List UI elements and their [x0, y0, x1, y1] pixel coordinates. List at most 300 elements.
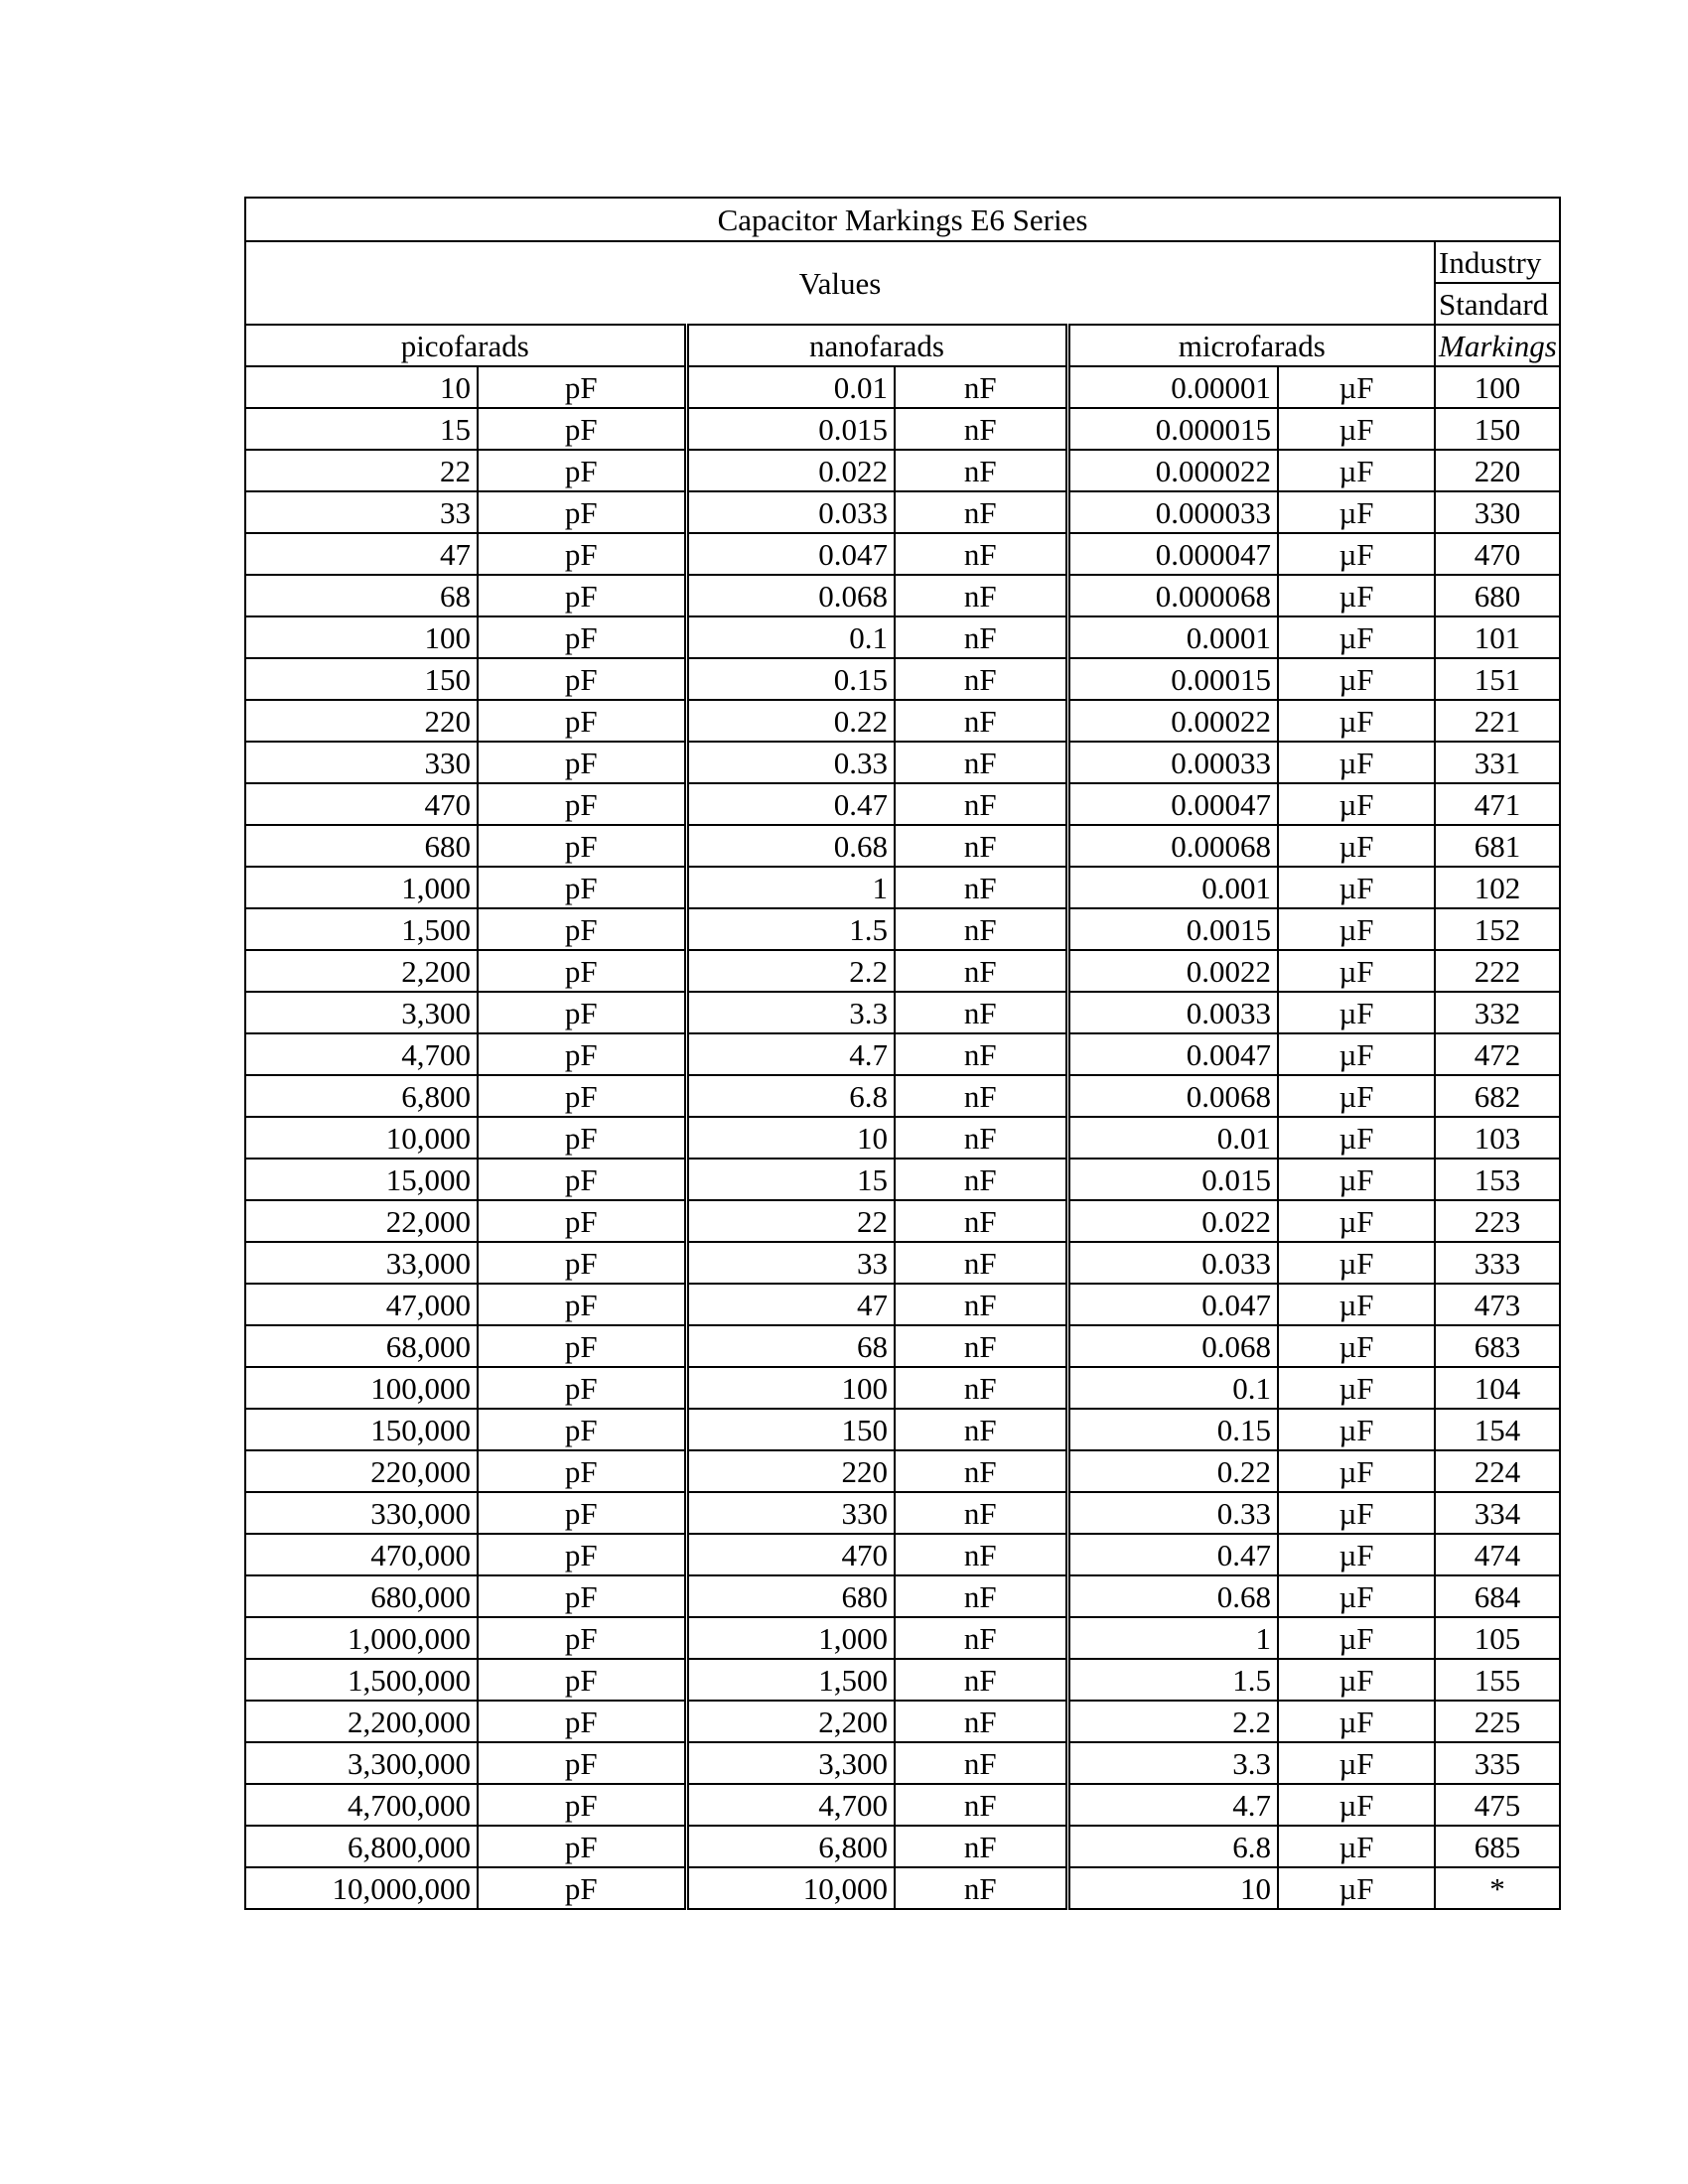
microfarad-unit: µF	[1278, 450, 1435, 491]
picofarad-value: 680,000	[245, 1575, 478, 1617]
nanofarad-unit: nF	[895, 1492, 1067, 1534]
microfarad-value: 0.0047	[1067, 1033, 1278, 1075]
table-row	[245, 1284, 1560, 1325]
nanofarad-value: 100	[686, 1367, 895, 1409]
microfarad-value: 0.0068	[1067, 1075, 1278, 1117]
capacitor-markings-table	[244, 197, 1561, 1910]
nanofarad-unit: nF	[895, 908, 1067, 950]
picofarad-unit: pF	[478, 1701, 686, 1742]
nanofarad-unit: nF	[895, 1575, 1067, 1617]
nanofarad-value: 0.033	[686, 491, 895, 533]
picofarad-value: 4,700	[245, 1033, 478, 1075]
nanofarad-unit: nF	[895, 1617, 1067, 1659]
picofarad-unit: pF	[478, 1784, 686, 1826]
microfarad-value: 0.068	[1067, 1325, 1278, 1367]
nanofarad-value: 0.1	[686, 616, 895, 658]
nanofarad-value: 15	[686, 1159, 895, 1200]
table-row	[245, 1159, 1560, 1200]
picofarad-value: 6,800,000	[245, 1826, 478, 1867]
nanofarad-unit: nF	[895, 1450, 1067, 1492]
table-row	[245, 366, 1560, 408]
microfarad-unit: µF	[1278, 1117, 1435, 1159]
microfarad-unit: µF	[1278, 408, 1435, 450]
table-row	[245, 1325, 1560, 1367]
picofarad-unit: pF	[478, 783, 686, 825]
nanofarad-value: 3.3	[686, 992, 895, 1033]
nanofarad-value: 1,000	[686, 1617, 895, 1659]
microfarad-unit: µF	[1278, 700, 1435, 742]
industry-marking: 100	[1435, 366, 1560, 408]
nanofarad-unit: nF	[895, 1826, 1067, 1867]
nanofarad-unit: nF	[895, 366, 1067, 408]
nanofarad-value: 470	[686, 1534, 895, 1575]
table-row	[245, 700, 1560, 742]
nanofarad-unit: nF	[895, 658, 1067, 700]
table-row	[245, 1075, 1560, 1117]
nanofarad-unit: nF	[895, 825, 1067, 867]
microfarad-value: 0.000015	[1067, 408, 1278, 450]
picofarad-unit: pF	[478, 700, 686, 742]
microfarad-value: 0.22	[1067, 1450, 1278, 1492]
nanofarad-unit: nF	[895, 700, 1067, 742]
nanofarad-value: 0.047	[686, 533, 895, 575]
microfarad-unit: µF	[1278, 1701, 1435, 1742]
microfarad-value: 0.047	[1067, 1284, 1278, 1325]
nanofarad-value: 0.01	[686, 366, 895, 408]
picofarad-value: 33,000	[245, 1242, 478, 1284]
nanofarad-value: 47	[686, 1284, 895, 1325]
microfarad-value: 1.5	[1067, 1659, 1278, 1701]
microfarad-value: 1	[1067, 1617, 1278, 1659]
microfarad-unit: µF	[1278, 1617, 1435, 1659]
nanofarad-unit: nF	[895, 1200, 1067, 1242]
picofarad-unit: pF	[478, 1367, 686, 1409]
nanofarad-unit: nF	[895, 992, 1067, 1033]
industry-marking: 331	[1435, 742, 1560, 783]
picofarad-value: 3,300,000	[245, 1742, 478, 1784]
nanofarad-value: 0.68	[686, 825, 895, 867]
nanofarad-value: 0.47	[686, 783, 895, 825]
industry-header-line-3: Markings	[1435, 325, 1560, 366]
industry-marking: 332	[1435, 992, 1560, 1033]
microfarads-header: microfarads	[1067, 325, 1435, 366]
picofarad-unit: pF	[478, 1450, 686, 1492]
microfarad-value: 0.000068	[1067, 575, 1278, 616]
table-row	[245, 491, 1560, 533]
picofarad-unit: pF	[478, 1325, 686, 1367]
table-row	[245, 1117, 1560, 1159]
microfarad-value: 0.000047	[1067, 533, 1278, 575]
nanofarad-unit: nF	[895, 1701, 1067, 1742]
picofarad-unit: pF	[478, 867, 686, 908]
industry-marking: 220	[1435, 450, 1560, 491]
nanofarad-unit: nF	[895, 1033, 1067, 1075]
nanofarad-value: 22	[686, 1200, 895, 1242]
industry-marking: 153	[1435, 1159, 1560, 1200]
picofarad-value: 15,000	[245, 1159, 478, 1200]
nanofarad-value: 4,700	[686, 1784, 895, 1826]
nanofarad-value: 68	[686, 1325, 895, 1367]
picofarad-unit: pF	[478, 1284, 686, 1325]
picofarad-unit: pF	[478, 1200, 686, 1242]
capacitor-markings-sheet	[244, 197, 1559, 1910]
picofarad-value: 47	[245, 533, 478, 575]
microfarad-value: 0.0001	[1067, 616, 1278, 658]
table-row	[245, 1534, 1560, 1575]
microfarad-unit: µF	[1278, 491, 1435, 533]
picofarad-value: 6,800	[245, 1075, 478, 1117]
picofarad-value: 100	[245, 616, 478, 658]
microfarad-unit: µF	[1278, 742, 1435, 783]
industry-marking: 334	[1435, 1492, 1560, 1534]
picofarad-unit: pF	[478, 1492, 686, 1534]
microfarad-unit: µF	[1278, 1367, 1435, 1409]
picofarad-value: 68	[245, 575, 478, 616]
microfarad-unit: µF	[1278, 1575, 1435, 1617]
table-row	[245, 1409, 1560, 1450]
industry-marking: 470	[1435, 533, 1560, 575]
nanofarad-unit: nF	[895, 575, 1067, 616]
picofarad-unit: pF	[478, 1409, 686, 1450]
industry-marking: 335	[1435, 1742, 1560, 1784]
table-row	[245, 908, 1560, 950]
nanofarad-unit: nF	[895, 1075, 1067, 1117]
picofarad-value: 1,000,000	[245, 1617, 478, 1659]
microfarad-unit: µF	[1278, 908, 1435, 950]
microfarad-value: 0.68	[1067, 1575, 1278, 1617]
nanofarad-value: 0.068	[686, 575, 895, 616]
nanofarad-unit: nF	[895, 783, 1067, 825]
nanofarad-unit: nF	[895, 1284, 1067, 1325]
industry-marking: 475	[1435, 1784, 1560, 1826]
nanofarad-unit: nF	[895, 408, 1067, 450]
nanofarad-value: 0.33	[686, 742, 895, 783]
microfarad-value: 0.000033	[1067, 491, 1278, 533]
industry-marking: 472	[1435, 1033, 1560, 1075]
microfarad-value: 0.00047	[1067, 783, 1278, 825]
table-row	[245, 867, 1560, 908]
picofarad-unit: pF	[478, 1867, 686, 1909]
nanofarad-unit: nF	[895, 1159, 1067, 1200]
picofarad-unit: pF	[478, 1742, 686, 1784]
picofarad-unit: pF	[478, 575, 686, 616]
microfarad-unit: µF	[1278, 658, 1435, 700]
picofarad-unit: pF	[478, 658, 686, 700]
microfarad-unit: µF	[1278, 992, 1435, 1033]
microfarad-unit: µF	[1278, 783, 1435, 825]
picofarad-value: 470	[245, 783, 478, 825]
microfarad-value: 0.033	[1067, 1242, 1278, 1284]
microfarad-unit: µF	[1278, 1867, 1435, 1909]
industry-marking: 104	[1435, 1367, 1560, 1409]
industry-marking: 683	[1435, 1325, 1560, 1367]
microfarad-unit: µF	[1278, 867, 1435, 908]
picofarad-value: 1,500	[245, 908, 478, 950]
table-row	[245, 1867, 1560, 1909]
picofarad-value: 47,000	[245, 1284, 478, 1325]
industry-marking: 150	[1435, 408, 1560, 450]
industry-marking: 474	[1435, 1534, 1560, 1575]
picofarad-value: 3,300	[245, 992, 478, 1033]
industry-header-line-1: Industry	[1435, 241, 1560, 283]
table-title: Capacitor Markings E6 Series	[245, 198, 1560, 241]
picofarad-unit: pF	[478, 408, 686, 450]
microfarad-value: 0.01	[1067, 1117, 1278, 1159]
table-row	[245, 1826, 1560, 1867]
nanofarad-unit: nF	[895, 1534, 1067, 1575]
picofarad-value: 1,500,000	[245, 1659, 478, 1701]
table-row	[245, 1742, 1560, 1784]
industry-marking: 105	[1435, 1617, 1560, 1659]
picofarad-unit: pF	[478, 1534, 686, 1575]
picofarad-unit: pF	[478, 1075, 686, 1117]
microfarad-unit: µF	[1278, 1534, 1435, 1575]
nanofarad-unit: nF	[895, 867, 1067, 908]
picofarad-unit: pF	[478, 366, 686, 408]
nanofarad-value: 10,000	[686, 1867, 895, 1909]
picofarad-value: 2,200	[245, 950, 478, 992]
picofarad-value: 33	[245, 491, 478, 533]
nanofarad-value: 10	[686, 1117, 895, 1159]
picofarad-value: 15	[245, 408, 478, 450]
microfarad-value: 0.001	[1067, 867, 1278, 908]
microfarad-value: 0.0015	[1067, 908, 1278, 950]
nanofarad-unit: nF	[895, 1867, 1067, 1909]
picofarad-value: 680	[245, 825, 478, 867]
nanofarad-value: 0.15	[686, 658, 895, 700]
table-row	[245, 1617, 1560, 1659]
nanofarad-unit: nF	[895, 450, 1067, 491]
microfarad-value: 0.015	[1067, 1159, 1278, 1200]
microfarad-unit: µF	[1278, 1033, 1435, 1075]
picofarad-unit: pF	[478, 450, 686, 491]
picofarad-value: 330,000	[245, 1492, 478, 1534]
table-row	[245, 533, 1560, 575]
nanofarad-value: 4.7	[686, 1033, 895, 1075]
table-row	[245, 575, 1560, 616]
microfarad-value: 0.1	[1067, 1367, 1278, 1409]
microfarad-value: 10	[1067, 1867, 1278, 1909]
picofarad-unit: pF	[478, 908, 686, 950]
industry-marking: 223	[1435, 1200, 1560, 1242]
microfarad-unit: µF	[1278, 575, 1435, 616]
picofarad-value: 330	[245, 742, 478, 783]
industry-marking: 333	[1435, 1242, 1560, 1284]
industry-marking: 681	[1435, 825, 1560, 867]
microfarad-unit: µF	[1278, 950, 1435, 992]
picofarad-unit: pF	[478, 1826, 686, 1867]
picofarad-unit: pF	[478, 1117, 686, 1159]
values-header: Values	[245, 241, 1435, 325]
microfarad-value: 3.3	[1067, 1742, 1278, 1784]
picofarad-value: 220	[245, 700, 478, 742]
nanofarad-value: 3,300	[686, 1742, 895, 1784]
picofarad-value: 4,700,000	[245, 1784, 478, 1826]
table-row	[245, 616, 1560, 658]
nanofarad-value: 0.015	[686, 408, 895, 450]
table-row	[245, 1701, 1560, 1742]
microfarad-unit: µF	[1278, 1784, 1435, 1826]
microfarad-value: 0.00015	[1067, 658, 1278, 700]
nanofarad-unit: nF	[895, 491, 1067, 533]
table-row	[245, 1659, 1560, 1701]
industry-marking: 225	[1435, 1701, 1560, 1742]
table-row	[245, 408, 1560, 450]
picofarad-unit: pF	[478, 1033, 686, 1075]
table-row	[245, 742, 1560, 783]
nanofarad-unit: nF	[895, 1742, 1067, 1784]
industry-marking: 102	[1435, 867, 1560, 908]
microfarad-value: 0.00022	[1067, 700, 1278, 742]
nanofarad-unit: nF	[895, 1367, 1067, 1409]
picofarad-unit: pF	[478, 491, 686, 533]
nanofarad-unit: nF	[895, 1409, 1067, 1450]
microfarad-value: 0.00033	[1067, 742, 1278, 783]
nanofarad-unit: nF	[895, 742, 1067, 783]
picofarad-value: 150,000	[245, 1409, 478, 1450]
microfarad-value: 0.33	[1067, 1492, 1278, 1534]
industry-marking: 684	[1435, 1575, 1560, 1617]
picofarad-value: 22,000	[245, 1200, 478, 1242]
nanofarad-value: 0.22	[686, 700, 895, 742]
industry-marking: 682	[1435, 1075, 1560, 1117]
microfarad-unit: µF	[1278, 616, 1435, 658]
microfarad-unit: µF	[1278, 1659, 1435, 1701]
microfarad-unit: µF	[1278, 1325, 1435, 1367]
microfarad-value: 0.0033	[1067, 992, 1278, 1033]
industry-marking: 103	[1435, 1117, 1560, 1159]
microfarad-unit: µF	[1278, 366, 1435, 408]
nanofarad-value: 220	[686, 1450, 895, 1492]
microfarad-value: 0.00001	[1067, 366, 1278, 408]
table-row	[245, 1575, 1560, 1617]
picofarad-value: 220,000	[245, 1450, 478, 1492]
microfarad-unit: µF	[1278, 1242, 1435, 1284]
microfarad-value: 0.022	[1067, 1200, 1278, 1242]
nanofarad-unit: nF	[895, 1117, 1067, 1159]
nanofarad-value: 1,500	[686, 1659, 895, 1701]
picofarad-value: 2,200,000	[245, 1701, 478, 1742]
microfarad-unit: µF	[1278, 1742, 1435, 1784]
industry-marking: *	[1435, 1867, 1560, 1909]
industry-marking: 473	[1435, 1284, 1560, 1325]
industry-header-line-2: Standard	[1435, 283, 1560, 325]
microfarad-value: 0.47	[1067, 1534, 1278, 1575]
microfarad-value: 0.15	[1067, 1409, 1278, 1450]
picofarad-value: 1,000	[245, 867, 478, 908]
microfarad-unit: µF	[1278, 1159, 1435, 1200]
picofarads-header: picofarads	[245, 325, 686, 366]
microfarad-value: 6.8	[1067, 1826, 1278, 1867]
industry-marking: 330	[1435, 491, 1560, 533]
industry-marking: 224	[1435, 1450, 1560, 1492]
picofarad-value: 68,000	[245, 1325, 478, 1367]
table-row	[245, 1242, 1560, 1284]
table-row	[245, 1450, 1560, 1492]
nanofarad-value: 2.2	[686, 950, 895, 992]
table-row	[245, 992, 1560, 1033]
picofarad-unit: pF	[478, 950, 686, 992]
microfarad-unit: µF	[1278, 1492, 1435, 1534]
microfarad-value: 0.00068	[1067, 825, 1278, 867]
microfarad-value: 2.2	[1067, 1701, 1278, 1742]
picofarad-unit: pF	[478, 825, 686, 867]
table-row	[245, 1784, 1560, 1826]
nanofarad-value: 1.5	[686, 908, 895, 950]
picofarad-unit: pF	[478, 1159, 686, 1200]
microfarad-unit: µF	[1278, 1826, 1435, 1867]
table-row	[245, 1200, 1560, 1242]
nanofarad-value: 150	[686, 1409, 895, 1450]
picofarad-value: 10	[245, 366, 478, 408]
table-row	[245, 1492, 1560, 1534]
table-row	[245, 825, 1560, 867]
nanofarad-value: 0.022	[686, 450, 895, 491]
microfarad-value: 4.7	[1067, 1784, 1278, 1826]
nanofarad-unit: nF	[895, 1784, 1067, 1826]
nanofarad-unit: nF	[895, 616, 1067, 658]
microfarad-unit: µF	[1278, 533, 1435, 575]
nanofarad-unit: nF	[895, 1659, 1067, 1701]
picofarad-value: 22	[245, 450, 478, 491]
picofarad-unit: pF	[478, 1617, 686, 1659]
table-row	[245, 1033, 1560, 1075]
industry-marking: 221	[1435, 700, 1560, 742]
table-row	[245, 1367, 1560, 1409]
microfarad-unit: µF	[1278, 1450, 1435, 1492]
microfarad-unit: µF	[1278, 1200, 1435, 1242]
nanofarads-header: nanofarads	[686, 325, 1067, 366]
nanofarad-value: 1	[686, 867, 895, 908]
nanofarad-value: 330	[686, 1492, 895, 1534]
nanofarad-unit: nF	[895, 1325, 1067, 1367]
industry-marking: 101	[1435, 616, 1560, 658]
picofarad-unit: pF	[478, 1575, 686, 1617]
picofarad-unit: pF	[478, 992, 686, 1033]
industry-marking: 222	[1435, 950, 1560, 992]
table-row	[245, 450, 1560, 491]
table-row	[245, 783, 1560, 825]
nanofarad-value: 680	[686, 1575, 895, 1617]
picofarad-value: 150	[245, 658, 478, 700]
nanofarad-value: 33	[686, 1242, 895, 1284]
microfarad-value: 0.0022	[1067, 950, 1278, 992]
picofarad-unit: pF	[478, 1659, 686, 1701]
table-row	[245, 950, 1560, 992]
picofarad-unit: pF	[478, 1242, 686, 1284]
picofarad-unit: pF	[478, 533, 686, 575]
industry-marking: 154	[1435, 1409, 1560, 1450]
industry-marking: 155	[1435, 1659, 1560, 1701]
nanofarad-unit: nF	[895, 533, 1067, 575]
picofarad-value: 10,000	[245, 1117, 478, 1159]
industry-marking: 471	[1435, 783, 1560, 825]
picofarad-value: 100,000	[245, 1367, 478, 1409]
nanofarad-value: 6,800	[686, 1826, 895, 1867]
industry-marking: 680	[1435, 575, 1560, 616]
industry-marking: 152	[1435, 908, 1560, 950]
picofarad-unit: pF	[478, 742, 686, 783]
nanofarad-unit: nF	[895, 1242, 1067, 1284]
nanofarad-unit: nF	[895, 950, 1067, 992]
nanofarad-value: 6.8	[686, 1075, 895, 1117]
microfarad-unit: µF	[1278, 1409, 1435, 1450]
picofarad-value: 470,000	[245, 1534, 478, 1575]
nanofarad-value: 2,200	[686, 1701, 895, 1742]
microfarad-value: 0.000022	[1067, 450, 1278, 491]
industry-marking: 151	[1435, 658, 1560, 700]
table-row	[245, 658, 1560, 700]
